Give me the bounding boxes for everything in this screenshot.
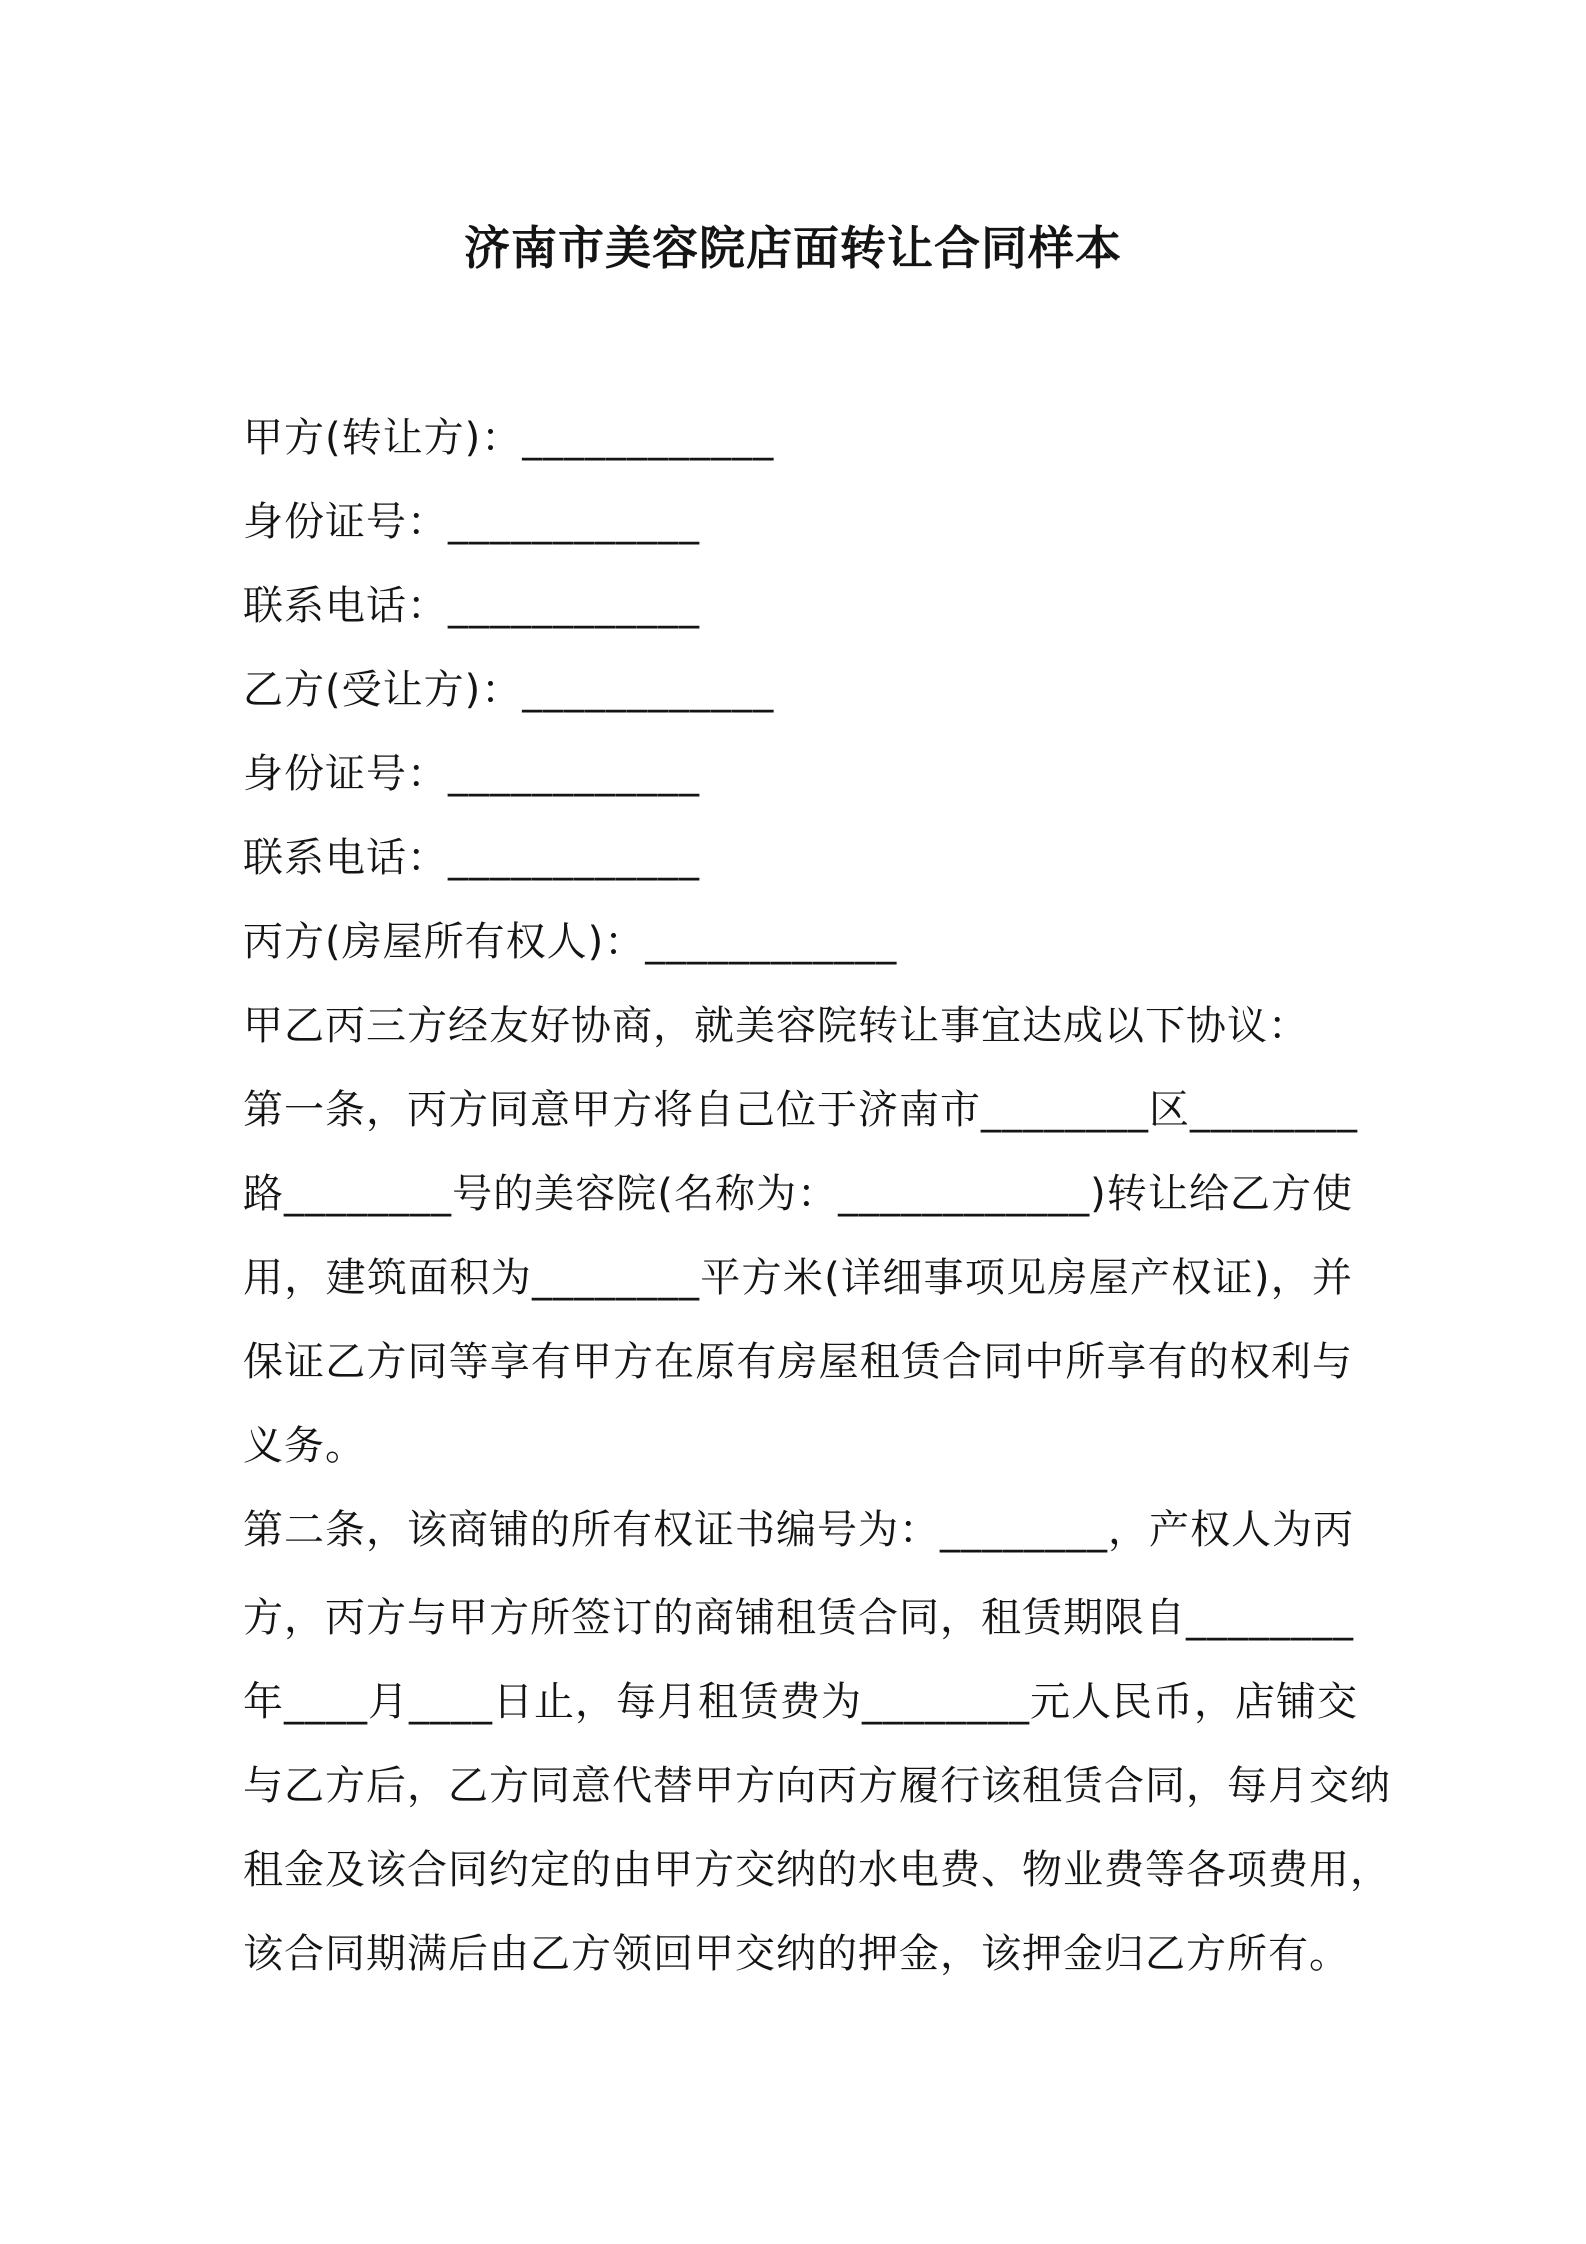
article-2-line-1: 第二条，该商铺的所有权证书编号为：________，产权人为丙: [243, 1507, 1354, 1553]
party-b-name-line: 乙方(受让方)：____________: [243, 667, 775, 713]
article-1-line-2: 路________号的美容院(名称为：____________)转让给乙方使: [243, 1171, 1353, 1217]
article-1-line-3: 用，建筑面积为________平方米(详细事项见房屋产权证)，并: [243, 1255, 1353, 1301]
party-b-id-line: 身份证号：____________: [243, 751, 700, 797]
article-1-line-4: 保证乙方同等享有甲方在原有房屋租赁合同中所享有的权利与: [243, 1339, 1353, 1385]
party-c-name-line: 丙方(房屋所有权人)：____________: [243, 919, 898, 965]
article-2-line-4: 与乙方后，乙方同意代替甲方向丙方履行该租赁合同，每月交纳: [243, 1763, 1391, 1809]
article-1-line-5: 义务。: [243, 1423, 366, 1469]
party-a-name-line: 甲方(转让方)：____________: [243, 415, 775, 461]
article-2-line-6: 该合同期满后由乙方领回甲交纳的押金，该押金归乙方所有。: [243, 1931, 1350, 1977]
article-2-line-5: 租金及该合同约定的由甲方交纳的水电费、物业费等各项费用，: [243, 1847, 1391, 1893]
document-title: 济南市美容院店面转让合同样本: [464, 221, 1122, 275]
article-2-line-2: 方，丙方与甲方所签订的商铺租赁合同，租赁期限自________: [243, 1595, 1354, 1641]
article-1-line-1: 第一条，丙方同意甲方将自己位于济南市________区________: [243, 1087, 1358, 1133]
party-b-phone-line: 联系电话：____________: [243, 835, 700, 881]
agreement-intro: 甲乙丙三方经友好协商，就美容院转让事宜达成以下协议：: [243, 1003, 1309, 1049]
article-2-line-3: 年____月____日止，每月租赁费为________元人民币，店铺交: [243, 1679, 1358, 1725]
party-a-phone-line: 联系电话：____________: [243, 583, 700, 629]
party-a-id-line: 身份证号：____________: [243, 499, 700, 545]
